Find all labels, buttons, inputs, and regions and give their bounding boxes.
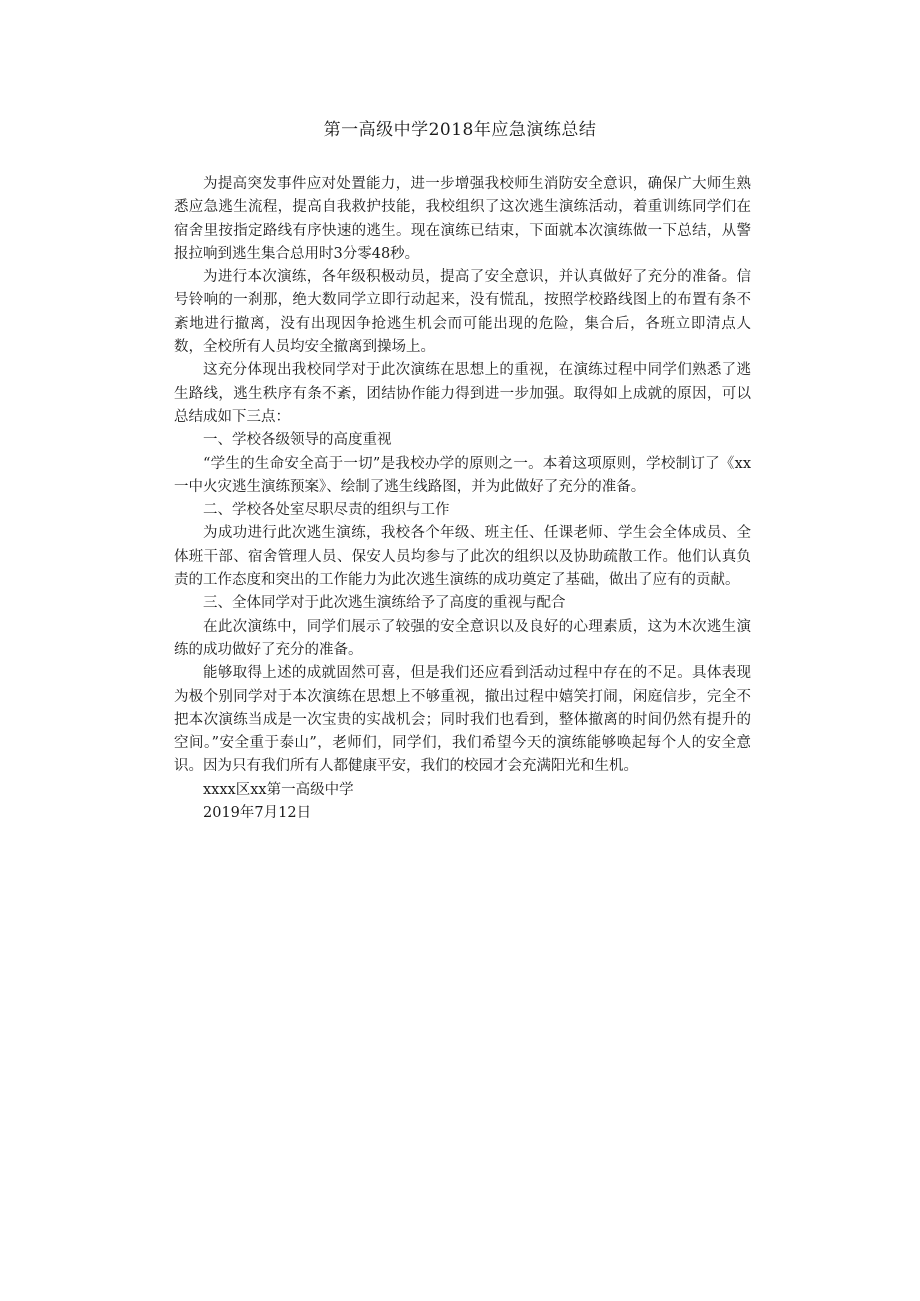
- document-title: 第一高级中学2018年应急演练总结: [323, 120, 597, 140]
- paragraph-preparation: 为进行本次演练，各年级积极动员，提高了安全意识，并认真做好了充分的准备。信号铃响的一刹那，绝大数同学立即行动起来，没有慌乱，按照学校路线图上的布置有条不紊地进行撤离，没有出现因争抢逃生机会而可能出现的危险，集合后，各班立即清点人数，全校所有人员均安全撤离到操场上。: [174, 269, 751, 356]
- document-body: [174, 173, 751, 825]
- section-heading-2: 二、学校各处室尽职尽责的组织与工作: [203, 502, 450, 519]
- paragraph-conclusion: 能够取得上述的成就固然可喜，但是我们还应看到活动过程中存在的不足。具体表现为极个别同学对于本次演练在思想上不够重视，撤出过程中嬉笑打闹，闲庭信步，完全不把本次演练当成是一次宝贵的实战机会；同时我们也看到，整体撤离的时间仍然有提升的空间。”安全重于泰山”，老师们，同学们，我们希望今天的演练能够唤起每个人的安全意识。因为只有我们所有人都健康平安，我们的校园才会充满阳光和生机。: [174, 665, 751, 775]
- paragraph-reflection: 这充分体现出我校同学对于此次演练在思想上的重视，在演练过程中同学们熟悉了逃生路线，逃生秩序有条不紊，团结协作能力得到进一步加强。取得如上成就的原因，可以总结成如下三点：: [174, 362, 751, 425]
- signature-date: 2019年7月12日: [203, 805, 312, 822]
- section-heading-3: 三、全体同学对于此次逃生演练给予了高度的重视与配合: [203, 595, 566, 612]
- signature-org: xxxx区xx第一高级中学: [203, 781, 354, 798]
- paragraph-intro: 为提高突发事件应对处置能力，进一步增强我校师生消防安全意识，确保广大师生熟悉应急逃生流程，提高自我救护技能，我校组织了这次逃生演练活动，着重训练同学们在宿舍里按指定路线有序快速的逃生。现在演练已结束，下面就本次演练做一下总结，从警报拉响到逃生集合总用时3分零48秒。: [174, 176, 751, 262]
- paragraph-section-3: 在此次演练中，同学们展示了较强的安全意识以及良好的心理素质，这为木次逃生演练的成功做好了充分的准备。: [174, 618, 751, 658]
- paragraph-section-2: 为成功进行此次逃生演练，我校各个年级、班主任、任课老师、学生会全体成员、全体班干部、宿舍管理人员、保安人员均参与了此次的组织以及协助疏散工作。他们认真负责的工作态度和突出的工作能力为此次逃生演练的成功奠定了基础，做出了应有的贡献。: [174, 525, 751, 589]
- section-heading-1: 一、学校各级领导的高度重视: [203, 432, 392, 449]
- paragraph-section-1: “学生的生命安全高于一切”是我校办学的原则之一。本着这项原则，学校制订了《xx一中火灾逃生演练预案》、绘制了逃生线路图，并为此做好了充分的准备。: [174, 455, 751, 495]
